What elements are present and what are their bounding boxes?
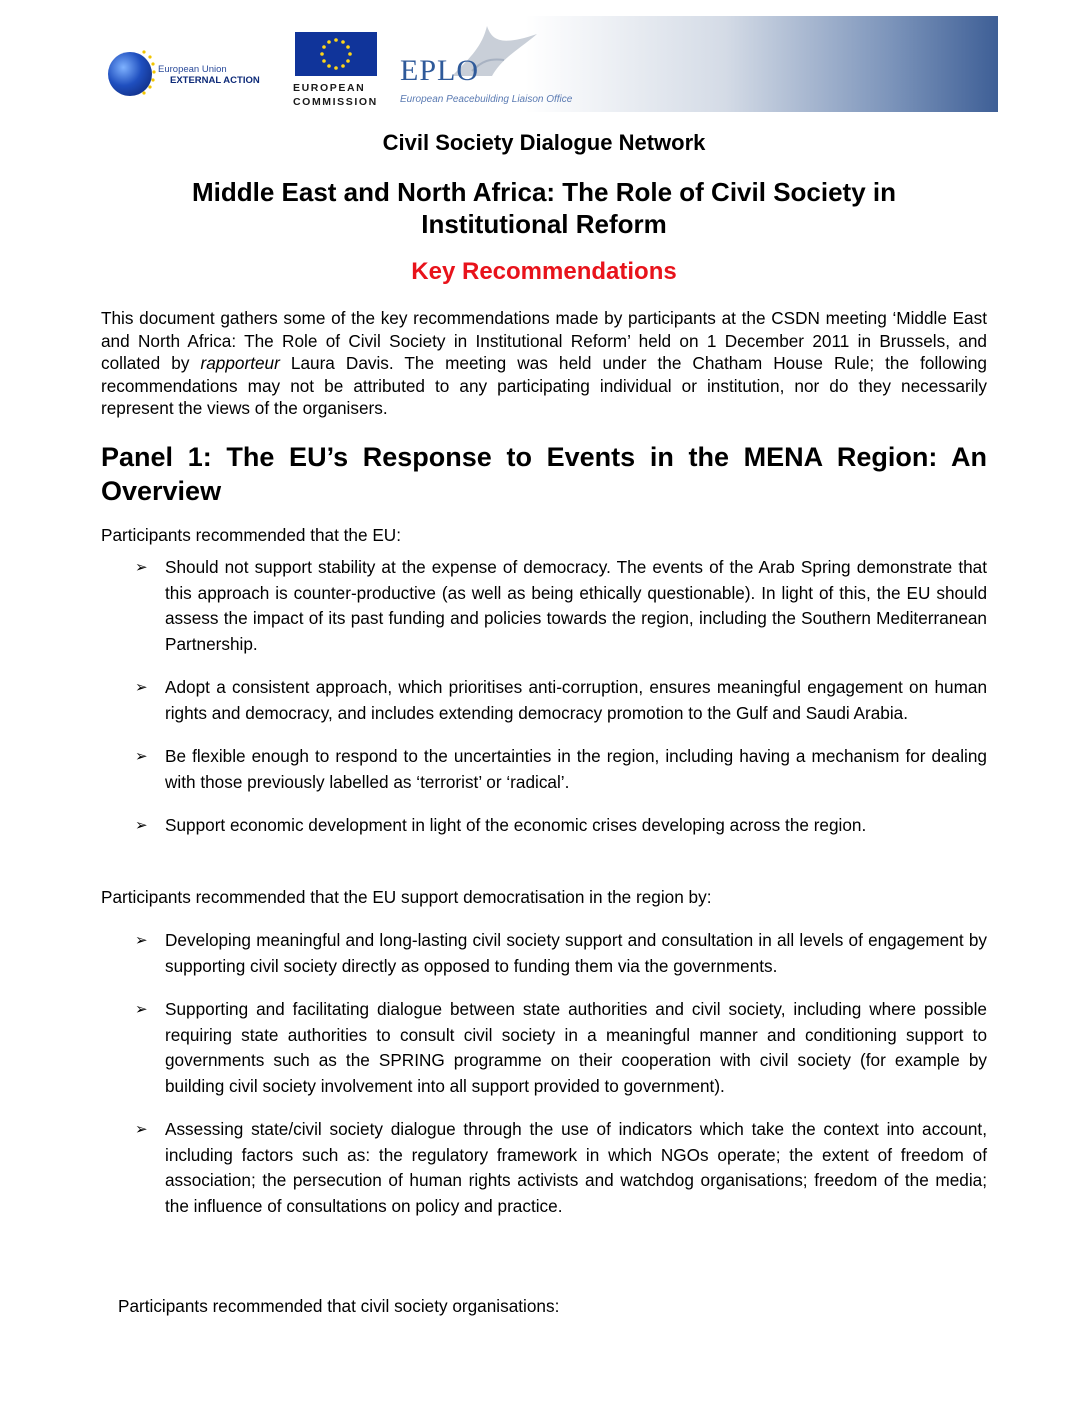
- intro-text-1: This document gathers some of the key recommendations made by participants at the CSDN meeting ‘Middle East and North Africa: The Role of Civil Society in Institutional Reform’ held on 1 December 2011 in Brussels, and collated by: [101, 308, 987, 373]
- intro-text-2: Laura Davis. The meeting was held under the Chatham House Rule; the following recommendations may not be attributed to any participating individual or institution, nor do they necessarily represent the views of the organisers.: [101, 353, 987, 418]
- list-item: [0, 744, 987, 795]
- list-item: [0, 997, 987, 1099]
- arrow-bullet-icon: ➢: [135, 679, 148, 696]
- democratisation-list: [0, 928, 1088, 1237]
- ec-line1: EUROPEAN: [293, 82, 366, 94]
- stars-icon: [138, 48, 158, 100]
- network-title: Civil Society Dialogue Network: [382, 130, 706, 155]
- ec-line2: COMMISSION: [293, 96, 378, 108]
- list-item: [0, 675, 987, 726]
- list-item-text: Developing meaningful and long-lasting civil society support and consultation in all levels of engagement by supporting civil society directly as opposed to funding them via the governments.: [165, 930, 987, 976]
- arrow-bullet-icon: ➢: [135, 748, 148, 765]
- eplo-mark: EPLO: [400, 54, 479, 87]
- eeas-logo: [108, 52, 278, 98]
- intro-paragraph: [101, 307, 987, 420]
- arrow-bullet-icon: ➢: [135, 1001, 148, 1018]
- list-item: [0, 1117, 987, 1219]
- eplo-banner: [392, 16, 998, 112]
- eu-recommendations-list: [0, 555, 1088, 857]
- list-item-text: Support economic development in light of the economic crises developing across the region.: [165, 815, 867, 835]
- lead-democratisation: Participants recommended that the EU support democratisation in the region by:: [101, 887, 712, 907]
- arrow-bullet-icon: ➢: [135, 817, 148, 834]
- eplo-subtitle: European Peacebuilding Liaison Office: [400, 94, 573, 105]
- european-commission-logo: [293, 30, 383, 114]
- list-item-text: Assessing state/civil society dialogue through the use of indicators which take the context into account, including factors such as: the regulatory framework in which NGOs operate; the extent of freedom of association; the persecution of human rights activists and watchdog organisations; freedom of the media; the influence of consultations on policy and practice.: [165, 1119, 987, 1216]
- arrow-bullet-icon: ➢: [135, 1121, 148, 1138]
- key-recommendations-heading: Key Recommendations: [411, 258, 677, 285]
- list-item: [0, 555, 987, 657]
- list-item-text: Be flexible enough to respond to the uncertainties in the region, including having a mechanism for dealing with those previously labelled as ‘terrorist’ or ‘radical’.: [165, 746, 987, 792]
- lead-cso: Participants recommended that civil society organisations:: [118, 1296, 560, 1316]
- list-item: [0, 928, 987, 979]
- list-item-text: Should not support stability at the expense of democracy. The events of the Arab Spring demonstrate that this approach is counter-productive (as well as being ethically questionable). In light of this, the EU should assess the impact of its past funding and policies towards the region, including the Southern Mediterranean Partnership.: [165, 557, 987, 654]
- intro-italic: rapporteur: [200, 353, 280, 373]
- list-item-text: Adopt a consistent approach, which prioritises anti-corruption, ensures meaningful engagement on human rights and democracy, and includes extending democracy promotion to the Gulf and Saudi Arabia.: [165, 677, 987, 723]
- panel-1-heading: Panel 1: The EU’s Response to Events in the MENA Region: An Overview: [101, 442, 987, 506]
- lead-eu: Participants recommended that the EU:: [101, 525, 401, 545]
- arrow-bullet-icon: ➢: [135, 932, 148, 949]
- eeas-line2: EXTERNAL ACTION: [170, 75, 260, 86]
- logo-bar: [0, 0, 1088, 120]
- list-item-text: Supporting and facilitating dialogue between state authorities and civil society, including where possible requiring state authorities to consult civil society in a meaningful manner and conditioning support to governments such as the SPRING programme on their cooperation with civil society (for example by building civil society involvement into all support provided to government).: [165, 999, 987, 1096]
- document-title: Middle East and North Africa: The Role of Civil Society in Institutional Reform: [191, 177, 897, 239]
- eeas-line1: European Union: [158, 64, 227, 75]
- list-item: [0, 813, 987, 839]
- arrow-bullet-icon: ➢: [135, 559, 148, 576]
- eu-flag-icon: [295, 32, 377, 76]
